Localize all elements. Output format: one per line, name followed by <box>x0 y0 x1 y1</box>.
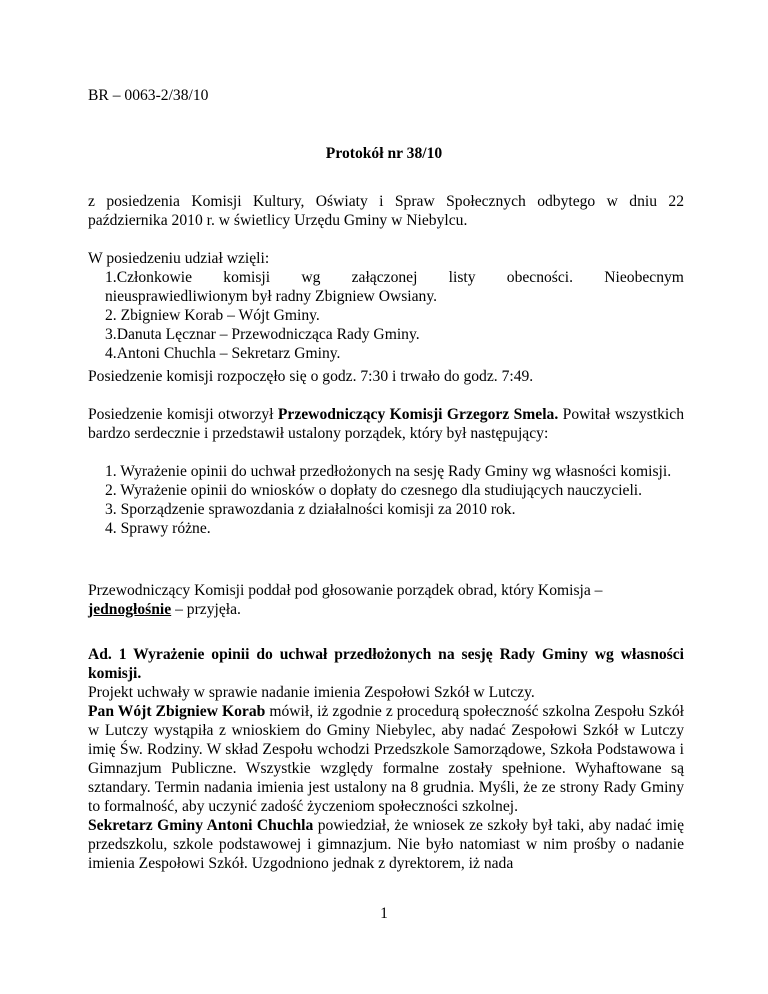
ad1-sekretarz-paragraph <box>88 816 684 873</box>
vote-post: – przyjęła. <box>171 601 241 618</box>
attendance-heading: W posiedzeniu udział wzięli: <box>88 250 270 267</box>
word: 1.Członkowie <box>105 269 193 286</box>
word: listy <box>448 269 476 286</box>
vote-paragraph <box>88 581 684 619</box>
attendance-item-1-line <box>105 268 684 287</box>
attendance-item-1-cont: nieusprawiedliwionym był radny Zbigniew Owsiany. <box>105 288 438 305</box>
attendance-item-3: 3.Danuta Lęcznar – Przewodnicząca Rady Gminy. <box>105 326 420 343</box>
attendance-section <box>88 249 684 363</box>
word: Nieobecnym <box>604 269 684 286</box>
opening-paragraph <box>88 405 684 443</box>
chairman-name: Przewodniczący Komisji Grzegorz Smela. <box>277 406 559 423</box>
attendance-item-2: 2. Zbigniew Korab – Wójt Gminy. <box>105 307 320 324</box>
agenda-list <box>88 462 684 538</box>
time-paragraph: Posiedzenie komisji rozpoczęło się o godz. 7:30 i trwało do godz. 7:49. <box>88 368 534 385</box>
intro-paragraph: z posiedzenia Komisji Kultury, Oświaty i Spraw Społecznych odbytego w dniu 22 października 2010 r. w świetlicy Urzędu Gminy w Niebylcu. <box>88 193 684 229</box>
wojt-name: Pan Wójt Zbigniew Korab <box>88 703 266 720</box>
vote-pre: Przewodniczący Komisji poddał pod głosowanie porządek obrad, który Komisja – <box>88 582 603 599</box>
attendance-list <box>88 268 684 363</box>
attendance-item-4: 4.Antoni Chuchla – Sekretarz Gminy. <box>105 345 341 362</box>
ad1-project: Projekt uchwały w sprawie nadanie imienia Zespołowi Szkół w Lutczy. <box>88 684 535 701</box>
ad1-section <box>88 645 684 873</box>
agenda-item: 3. Sporządzenie sprawozdania z działalności komisji za 2010 rok. <box>105 501 516 518</box>
sekretarz-text: powiedział, że wniosek ze szkoły był taki, aby nadać imię przedszkolu, szkole podstawowej i gimnazjum. Nie było natomiast w nim prośby o nadanie imienia Zespołowi Szkół. Uzgodniono jednak z dyrektorem, iż nada <box>88 817 684 872</box>
word: wg <box>301 269 321 286</box>
wojt-text: mówił, iż zgodnie z procedurą społeczność szkolna Zespołu Szkół w Lutczy wystąpiła z wnioskiem do Gminy Niebylec, aby nadać Zespołowi Szkół w Lutczy imię Św. Rodziny. W skład Zespołu wchodzi Przedszkole Samorządowe, Szkoła Podstawowa i Gimnazjum Publiczne. Wszystkie względy formalne zostały spełnione. Wyhaftowane są sztandary. Termin nadania imienia jest ustalony na 8 grudnia. Myśli, że ze strony Rady Gminy to formalność, aby uczynić zadość życzeniom społeczności szkolnej. <box>88 703 684 815</box>
ad1-wojt-paragraph <box>88 702 684 816</box>
word: komisji <box>223 269 271 286</box>
opening-post: Powitał wszystkich bardzo serdecznie i przedstawił ustalony porządek, który był następujący: <box>88 406 684 442</box>
sekretarz-name: Sekretarz Gminy Antoni Chuchla <box>88 817 314 834</box>
word: obecności. <box>506 269 574 286</box>
vote-result: jednogłośnie <box>88 601 172 618</box>
ad1-heading <box>88 645 684 683</box>
document-reference: BR – 0063-2/38/10 <box>88 87 209 104</box>
opening-pre: Posiedzenie komisji otworzył <box>88 406 278 423</box>
page-number: 1 <box>380 905 388 922</box>
agenda-item: 2. Wyrażenie opinii do wniosków o dopłaty do czesnego dla studiujących nauczycieli. <box>105 482 643 499</box>
agenda-item: 4. Sprawy różne. <box>105 520 211 537</box>
word: załączonej <box>351 269 418 286</box>
ad1-heading-text: Ad. 1 Wyrażenie opinii do uchwał przedłożonych na sesję Rady Gminy wg własności komisji. <box>88 646 684 682</box>
agenda-item: 1. Wyrażenie opinii do uchwał przedłożonych na sesję Rady Gminy wg własności komisji. <box>105 463 672 480</box>
page-title: Protokół nr 38/10 <box>325 145 443 162</box>
